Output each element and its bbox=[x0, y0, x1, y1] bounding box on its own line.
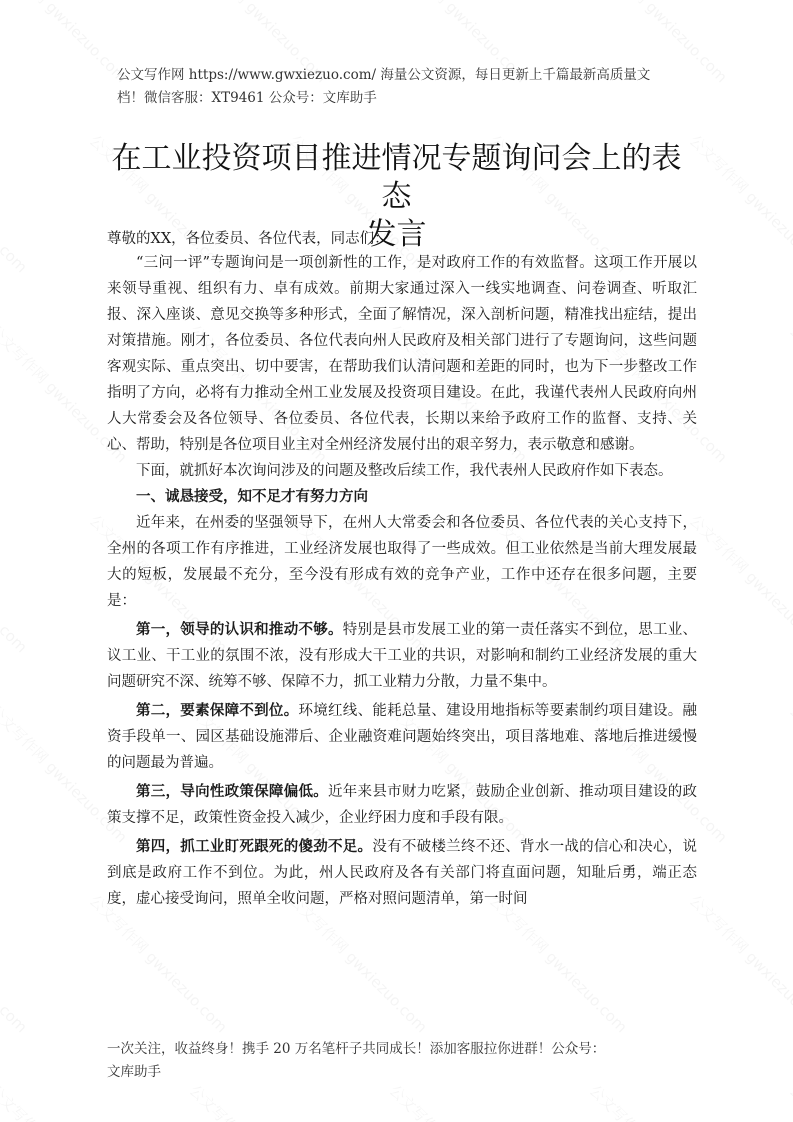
body-text bbox=[107, 250, 697, 912]
watermark-text bbox=[0, 0, 132, 87]
header-line-2: 档！微信客服：XT9461 公众号：文库助手 bbox=[117, 90, 377, 106]
watermark-text bbox=[785, 700, 793, 847]
watermark-text bbox=[785, 0, 793, 87]
numbered-paragraph bbox=[107, 834, 697, 912]
numbered-paragraph bbox=[107, 617, 697, 695]
watermark-text bbox=[785, 320, 793, 467]
body-paragraph: 近年来，在州委的坚强领导下，在州人大常委会和各位委员、各位代表的关心支持下，全州的各项工作有序推进，工业经济发展也取得了一些成效。但工业依然是当前大理发展最大的短板，发展最不充分，至今没有形成有效的竞争产业，工作中还存在很多问题，主要是： bbox=[107, 515, 697, 609]
numbered-paragraph bbox=[107, 698, 697, 776]
footer-line-2: 文库助手 bbox=[107, 1064, 161, 1080]
paragraph-lead: 第三，导向性政策保障偏低。 bbox=[136, 783, 329, 800]
watermark-text bbox=[185, 1080, 332, 1122]
header-line-1: 公文写作网 https://www.gwxiezuo.com/ 海量公文资源，每日更新上千篇最新高质量文 bbox=[117, 67, 651, 83]
body-paragraph: 下面，就抓好本次询问涉及的问题及整改后续工作，我代表州人民政府作如下表态。 bbox=[136, 463, 673, 479]
paragraph-lead: 第四，抓工业盯死跟死的傻劲不足。 bbox=[136, 838, 373, 855]
watermark-text bbox=[0, 890, 32, 1037]
watermark-text bbox=[685, 130, 793, 277]
footer-line-1: 一次关注，收益终身！携手 20 万名笔杆子共同成长！添加客服拉你进群！公众号： bbox=[107, 1041, 606, 1057]
header-note bbox=[117, 64, 692, 110]
watermark-text bbox=[385, 1080, 532, 1122]
watermark-text bbox=[0, 130, 32, 277]
watermark-text bbox=[685, 890, 793, 1037]
footer-note bbox=[107, 1038, 697, 1084]
paragraph-lead: 第一，领导的认识和推动不够。 bbox=[136, 621, 343, 638]
title-line-1: 在工业投资项目推进情况专题询问会上的表态 bbox=[111, 141, 682, 214]
paragraph-lead: 第二，要素保障不到位。 bbox=[136, 702, 299, 719]
title-line-2: 发言 bbox=[366, 217, 427, 252]
watermark-text bbox=[585, 1080, 732, 1122]
watermark-text bbox=[0, 510, 32, 657]
watermark-text bbox=[785, 1080, 793, 1122]
section-heading: 一、诚恳接受，知不足才有努力方向 bbox=[136, 488, 368, 505]
watermark-text bbox=[285, 890, 432, 1037]
salutation: 尊敬的XX，各位委员、各位代表，同志们： bbox=[107, 231, 389, 247]
paragraph-text: 近年来县市财力吃紧，鼓励企业创新、推动项目建设的政策支撑不足，政策性资金投入减少，企业纾困力度和手段有限。 bbox=[107, 784, 697, 826]
body-paragraph: “三问一评”专题询问是一项创新性的工作，是对政府工作的有效监督。这项工作开展以来领导重视、组织有力、卓有成效。前期大家通过深入一线实地调查、问卷调查、听取汇报、深入座谈、意见交换等多种形式，全面了解情况，深入剖析问题，精准找出症结，提出对策措施。刚才，各位委员、各位代表向州人民政府及相关部门进行了专题询问，这些问题客观实际、重点突出、切中要害，在帮助我们认清问题和差距的同时，也为下一步整改工作指明了方向，必将有力推动全州工业发展及投资项目建设。在此，我谨代表州人民政府向州人大常委会及各位领导、各位委员、各位代表，长期以来给予政府工作的监督、支持、关心、帮助，特别是各位项目业主对全州经济发展付出的艰辛努力，表示敬意和感谢。 bbox=[107, 255, 697, 453]
numbered-paragraph bbox=[107, 779, 697, 831]
watermark-text bbox=[0, 1080, 132, 1122]
watermark-text bbox=[485, 890, 632, 1037]
paragraph-text: 环境红线、能耗总量、建设用地指标等要素制约项目建设。融资手段单一、园区基础设施滞后、企业融资难问题始终突出，项目落地难、落地后推进缓慢的问题最为普遍。 bbox=[107, 703, 698, 771]
paragraph-text: 没有不破楼兰终不还、背水一战的信心和决心，说到底是政府工作不到位。为此，州人民政府及各有关部门将直面问题，知耻后勇，端正态度，虚心接受询问，照单全收问题，严格对照问题清单，第一时间 bbox=[107, 839, 698, 907]
watermark-text bbox=[85, 890, 232, 1037]
paragraph-text: 特别是县市发展工业的第一责任落实不到位，思工业、议工业、干工业的氛围不浓，没有形成大干工业的共识，对影响和制约工业经济发展的重大问题研究不深、统筹不够、保障不力，抓工业精力分散，力量不集中。 bbox=[107, 622, 698, 690]
watermark-text bbox=[685, 510, 793, 657]
